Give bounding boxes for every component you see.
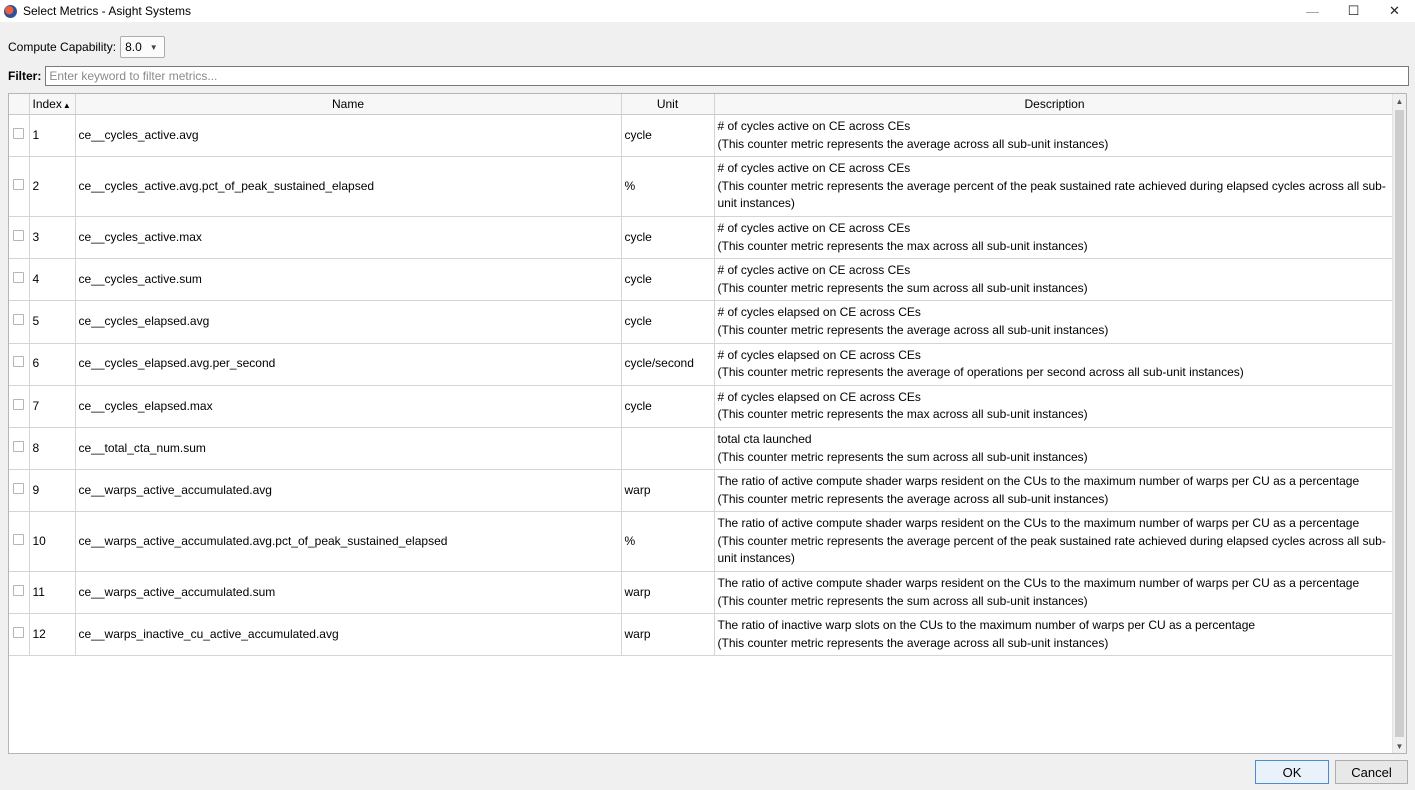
name-cell: ce__warps_active_accumulated.avg.pct_of_peak_sustained_elapsed <box>75 512 621 572</box>
unit-cell: cycle/second <box>621 343 714 385</box>
scroll-down-icon[interactable]: ▼ <box>1395 741 1404 751</box>
description-cell <box>714 216 1395 258</box>
description-line: (This counter metric represents the max across all sub-unit instances) <box>717 407 1088 422</box>
name-cell: ce__warps_inactive_cu_active_accumulated.avg <box>75 614 621 656</box>
table-row[interactable] <box>9 157 1395 217</box>
select-column-header[interactable] <box>9 94 29 115</box>
description-line: # of cycles active on CE across CEs <box>717 263 911 278</box>
minimize-icon[interactable]: — <box>1306 3 1319 19</box>
description-line: (This counter metric represents the average across all sub-unit instances) <box>717 322 1109 337</box>
row-checkbox[interactable] <box>13 399 24 410</box>
window-title: Select Metrics - Asight Systems <box>23 4 192 18</box>
row-checkbox[interactable] <box>13 627 24 638</box>
description-cell <box>714 301 1395 343</box>
description-line: # of cycles active on CE across CEs <box>717 119 911 133</box>
description-column-header[interactable]: Description <box>714 94 1395 115</box>
table-row[interactable] <box>9 512 1395 572</box>
index-column-header[interactable] <box>29 94 75 115</box>
unit-cell: cycle <box>621 216 714 258</box>
unit-cell: warp <box>621 470 714 512</box>
window-controls <box>1292 0 1415 22</box>
description-cell <box>714 470 1395 512</box>
name-cell: ce__cycles_active.avg.pct_of_peak_sustained_elapsed <box>75 157 621 217</box>
table-row[interactable] <box>9 614 1395 656</box>
app-logo-icon <box>4 5 17 18</box>
table-row[interactable] <box>9 427 1395 469</box>
row-checkbox-cell <box>9 157 29 217</box>
filter-input[interactable] <box>45 66 1409 86</box>
row-checkbox-cell <box>9 572 29 614</box>
index-cell: 9 <box>29 470 75 512</box>
row-checkbox[interactable] <box>13 179 24 190</box>
description-line: (This counter metric represents the average across all sub-unit instances) <box>717 635 1109 650</box>
row-checkbox[interactable] <box>13 483 24 494</box>
description-line: # of cycles active on CE across CEs <box>717 161 911 176</box>
index-cell: 7 <box>29 385 75 427</box>
chevron-down-icon: ▼ <box>149 42 158 52</box>
scroll-thumb[interactable] <box>1395 110 1404 737</box>
row-checkbox[interactable] <box>13 534 24 545</box>
row-checkbox-cell <box>9 259 29 301</box>
table-row[interactable] <box>9 115 1395 157</box>
description-line: (This counter metric represents the sum across all sub-unit instances) <box>717 593 1088 608</box>
description-line: (This counter metric represents the average of operations per second across all sub-unit instances) <box>717 365 1244 380</box>
description-cell <box>714 343 1395 385</box>
description-cell <box>714 259 1395 301</box>
description-cell <box>714 385 1395 427</box>
description-cell <box>714 157 1395 217</box>
description-line: The ratio of inactive warp slots on the CUs to the maximum number of warps per CU as a percentage <box>717 618 1256 633</box>
filter-row <box>8 66 1409 86</box>
unit-cell: warp <box>621 614 714 656</box>
compute-capability-select[interactable] <box>120 36 165 58</box>
unit-cell: cycle <box>621 259 714 301</box>
index-cell: 10 <box>29 512 75 572</box>
index-cell: 11 <box>29 572 75 614</box>
unit-cell <box>621 427 714 469</box>
index-cell: 4 <box>29 259 75 301</box>
unit-cell: cycle <box>621 385 714 427</box>
table-row[interactable] <box>9 301 1395 343</box>
row-checkbox-cell <box>9 115 29 157</box>
description-line: (This counter metric represents the average across all sub-unit instances) <box>717 491 1109 506</box>
table-row[interactable] <box>9 259 1395 301</box>
unit-column-header[interactable]: Unit <box>621 94 714 115</box>
index-cell: 3 <box>29 216 75 258</box>
index-cell: 5 <box>29 301 75 343</box>
description-cell <box>714 614 1395 656</box>
scroll-up-icon[interactable]: ▲ <box>1395 96 1404 106</box>
description-line: # of cycles active on CE across CEs <box>717 220 911 235</box>
index-cell: 2 <box>29 157 75 217</box>
sort-ascending-icon: ▲ <box>62 101 71 110</box>
name-cell: ce__cycles_elapsed.avg.per_second <box>75 343 621 385</box>
table-row[interactable] <box>9 216 1395 258</box>
description-line: total cta launched <box>717 431 812 446</box>
ok-button[interactable]: OK <box>1255 760 1329 784</box>
row-checkbox-cell <box>9 216 29 258</box>
index-cell: 6 <box>29 343 75 385</box>
name-cell: ce__cycles_active.sum <box>75 259 621 301</box>
row-checkbox-cell <box>9 385 29 427</box>
index-cell: 1 <box>29 115 75 157</box>
name-cell: ce__cycles_active.avg <box>75 115 621 157</box>
description-line: (This counter metric represents the average percent of the peak sustained rate achieved during elapsed cycles across all sub-unit instances) <box>717 533 1386 566</box>
description-line: The ratio of active compute shader warps resident on the CUs to the maximum number of warps per CU as a percentage <box>717 474 1360 489</box>
description-cell <box>714 512 1395 572</box>
row-checkbox-cell <box>9 470 29 512</box>
vertical-scrollbar[interactable] <box>1392 94 1406 753</box>
close-icon[interactable]: ✕ <box>1389 3 1400 18</box>
row-checkbox-cell <box>9 343 29 385</box>
name-cell: ce__total_cta_num.sum <box>75 427 621 469</box>
row-checkbox-cell <box>9 512 29 572</box>
table-row[interactable] <box>9 343 1395 385</box>
unit-cell: cycle <box>621 115 714 157</box>
unit-cell: % <box>621 512 714 572</box>
row-checkbox-cell <box>9 301 29 343</box>
name-cell: ce__cycles_elapsed.max <box>75 385 621 427</box>
maximize-icon[interactable]: ☐ <box>1347 3 1360 18</box>
row-checkbox-cell <box>9 614 29 656</box>
row-checkbox-cell <box>9 427 29 469</box>
name-cell: ce__cycles_elapsed.avg <box>75 301 621 343</box>
cancel-button[interactable]: Cancel <box>1335 760 1408 784</box>
unit-cell: warp <box>621 572 714 614</box>
table-row[interactable] <box>9 385 1395 427</box>
row-checkbox[interactable] <box>13 585 24 596</box>
description-line: (This counter metric represents the max across all sub-unit instances) <box>717 238 1088 253</box>
description-line: (This counter metric represents the average across all sub-unit instances) <box>717 136 1109 151</box>
row-checkbox[interactable] <box>13 230 24 241</box>
table-row[interactable] <box>9 572 1395 614</box>
name-cell: ce__warps_active_accumulated.sum <box>75 572 621 614</box>
metrics-table <box>8 93 1407 754</box>
name-cell: ce__cycles_active.max <box>75 216 621 258</box>
unit-cell: % <box>621 157 714 217</box>
compute-capability-label: Compute Capability: <box>8 40 117 54</box>
description-cell <box>714 572 1395 614</box>
table-header <box>9 94 1395 115</box>
index-header-label: Index <box>32 97 62 111</box>
description-line: # of cycles elapsed on CE across CEs <box>717 347 921 362</box>
description-line: (This counter metric represents the sum across all sub-unit instances) <box>717 449 1088 464</box>
description-line: The ratio of active compute shader warps resident on the CUs to the maximum number of warps per CU as a percentage <box>717 576 1360 591</box>
row-checkbox[interactable] <box>13 272 24 283</box>
title-bar <box>0 0 1415 22</box>
compute-capability-row <box>8 36 165 58</box>
description-line: The ratio of active compute shader warps resident on the CUs to the maximum number of warps per CU as a percentage <box>717 516 1360 531</box>
description-line: # of cycles elapsed on CE across CEs <box>717 305 921 320</box>
index-cell: 8 <box>29 427 75 469</box>
compute-capability-value: 8.0 <box>125 40 142 54</box>
description-line: (This counter metric represents the average percent of the peak sustained rate achieved during elapsed cycles across all sub-unit instances) <box>717 178 1386 211</box>
row-checkbox[interactable] <box>13 128 24 139</box>
index-cell: 12 <box>29 614 75 656</box>
name-cell: ce__warps_active_accumulated.avg <box>75 470 621 512</box>
row-checkbox[interactable] <box>13 314 24 325</box>
description-line: (This counter metric represents the sum across all sub-unit instances) <box>717 280 1088 295</box>
description-cell <box>714 115 1395 157</box>
row-checkbox[interactable] <box>13 441 24 452</box>
description-line: # of cycles elapsed on CE across CEs <box>717 389 921 404</box>
filter-label: Filter: <box>8 69 42 83</box>
description-cell <box>714 427 1395 469</box>
row-checkbox[interactable] <box>13 356 24 367</box>
table-row[interactable] <box>9 470 1395 512</box>
name-column-header[interactable]: Name <box>75 94 621 115</box>
unit-cell: cycle <box>621 301 714 343</box>
